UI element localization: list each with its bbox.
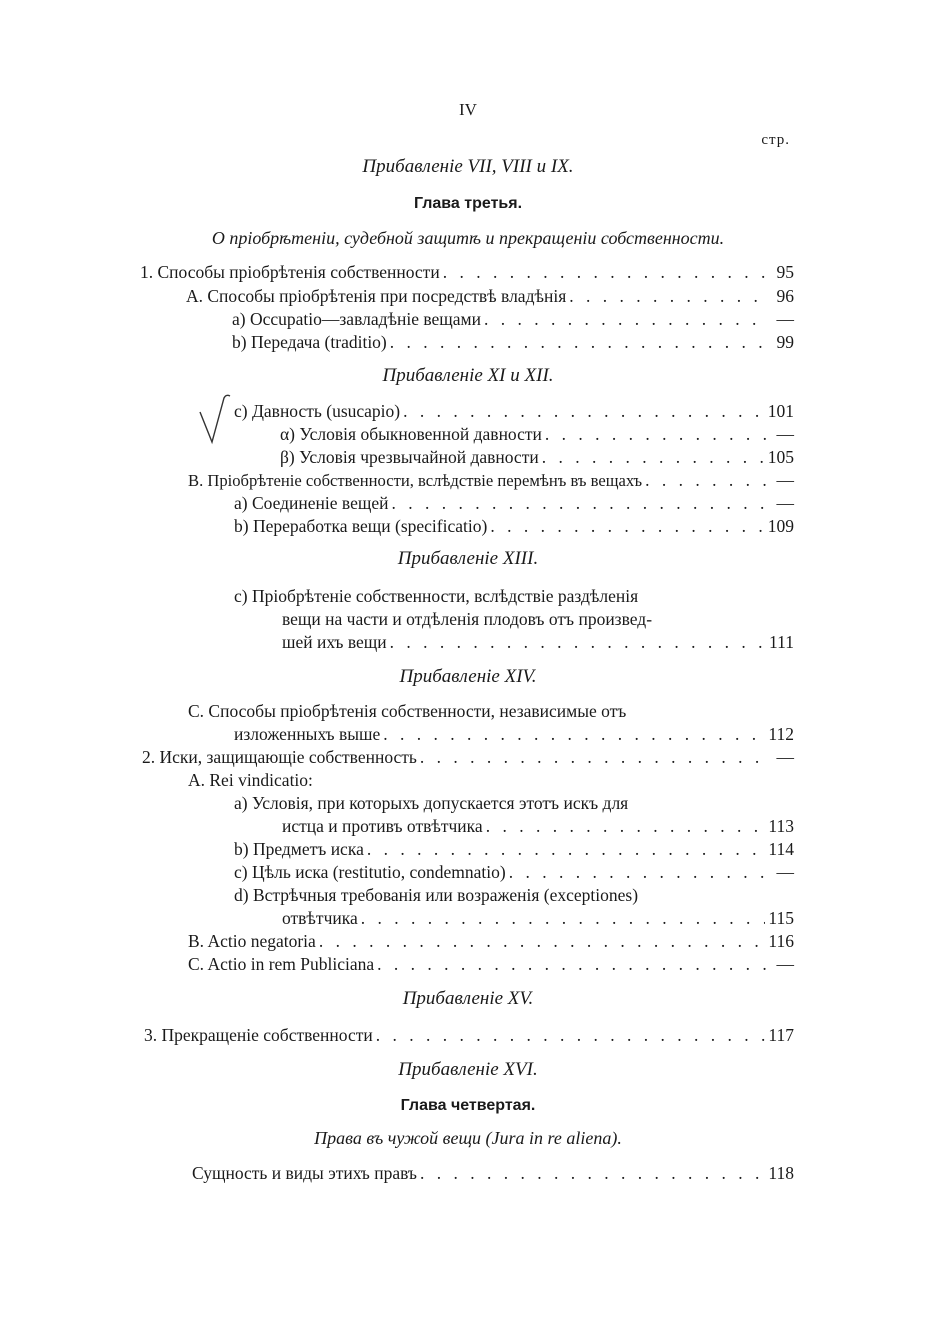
- toc-entry: [186, 286, 794, 307]
- leader-dots: [390, 632, 766, 653]
- toc-entry-text: c) Пріобрѣтеніе собственности, вслѣдствіе раздѣленія: [234, 586, 639, 606]
- toc-entry: [234, 724, 794, 745]
- appendix-heading: Прибавленіе XV.: [402, 988, 534, 1009]
- leader-dots: [645, 470, 767, 491]
- toc-entry-text: B. Пріобрѣтеніе собственности, вслѣдствіе перемѣнъ въ вещахъ: [188, 471, 643, 490]
- toc-entry: [280, 424, 794, 445]
- toc-entry-text: 2. Иски, защищающіе собственность: [142, 747, 417, 767]
- toc-entry-text: a) Условія, при которыхъ допускается этотъ искъ для: [234, 793, 629, 813]
- chapter-heading: Глава третья.: [413, 195, 523, 212]
- leader-dots: [569, 286, 767, 307]
- leader-dots: [486, 816, 766, 837]
- leader-dots: [484, 309, 767, 330]
- toc-page: 99: [776, 332, 794, 352]
- toc-entry: [188, 954, 794, 975]
- toc-entry: [188, 470, 794, 491]
- toc-entry: [188, 931, 794, 952]
- toc-entry-text: A. Rei vindicatio:: [188, 770, 313, 790]
- toc-entry-text: B. Actio negatoria: [188, 931, 316, 951]
- toc-entry: [140, 262, 794, 283]
- leader-dots: [509, 862, 767, 883]
- toc-entry-text: a) Соединеніе вещей: [234, 493, 389, 513]
- toc-page: 116: [768, 931, 794, 951]
- toc-entry-text: α) Условія обыкновенной давности: [280, 424, 542, 444]
- toc-entry-text: a) Occupatio—завладѣніе вещами: [232, 309, 481, 329]
- leader-dots: [367, 839, 766, 860]
- leader-dots: [490, 516, 764, 537]
- appendix-heading: Прибавленіе XIII.: [397, 548, 539, 569]
- toc-entry-text: A. Способы пріобрѣтенія при посредствѣ владѣнія: [186, 286, 567, 306]
- leader-dots: [391, 493, 767, 514]
- toc-entry-text: отвѣтчика: [282, 908, 358, 928]
- toc-entry-text: β) Условія чрезвычайной давности: [280, 447, 539, 467]
- leader-dots: [376, 1025, 766, 1046]
- toc-entry: [282, 816, 794, 837]
- leader-dots: [319, 931, 766, 952]
- toc-entry: [144, 1025, 794, 1046]
- toc-page: 109: [767, 516, 794, 536]
- leader-dots: [377, 954, 767, 975]
- leader-dots: [390, 332, 767, 353]
- leader-dots: [443, 262, 767, 283]
- leader-dots: [361, 908, 766, 929]
- leader-dots: [545, 424, 767, 445]
- toc-entry: [234, 516, 794, 537]
- toc-entry: [234, 401, 794, 422]
- leader-dots: [420, 747, 767, 768]
- toc-page: 114: [768, 839, 794, 859]
- toc-page: 105: [767, 447, 794, 467]
- toc-entry-text: b) Переработка вещи (specificatio): [234, 516, 488, 536]
- toc-page: 117: [768, 1025, 794, 1045]
- toc-page: 111: [769, 632, 794, 652]
- toc-page: 118: [768, 1163, 794, 1183]
- toc-entry-text: 1. Способы пріобрѣтенія собственности: [140, 262, 440, 282]
- chapter-title: О пріобрѣтеніи, судебной защитѣ и прекращеніи собственности.: [211, 228, 725, 248]
- toc-page: —: [776, 747, 794, 767]
- toc-entry: [232, 309, 794, 330]
- toc-entry-text: Сущность и виды этихъ правъ: [192, 1163, 417, 1183]
- toc-page: —: [776, 309, 794, 329]
- chapter-heading: Глава четвертая.: [400, 1097, 536, 1114]
- toc-entry: [282, 908, 794, 929]
- appendix-heading: Прибавленіе XI и XII.: [382, 365, 554, 386]
- toc-entry-text: изложенныхъ выше: [234, 724, 381, 744]
- toc-page: —: [776, 954, 794, 974]
- toc-entry: [192, 1163, 794, 1184]
- toc-page: 96: [776, 286, 794, 306]
- toc-entry: [234, 493, 794, 514]
- chapter-title: Права въ чужой вещи (Jura in re aliena).: [314, 1128, 622, 1148]
- toc-entry-text: c) Давность (usucapio): [234, 401, 401, 421]
- toc-entry-text: d) Встрѣчныя требованія или возраженія (exceptiones): [234, 885, 639, 905]
- checkmark-annotation: [196, 390, 236, 450]
- toc-entry-text: C. Actio in rem Publiciana: [188, 954, 375, 974]
- toc-page: 101: [767, 401, 794, 421]
- appendix-heading: Прибавленіе XIV.: [399, 666, 537, 687]
- toc-entry: [234, 839, 794, 860]
- appendix-heading: Прибавленіе VII, VIII и IX.: [362, 156, 574, 177]
- toc-entry: [142, 747, 794, 768]
- toc-entry: [282, 632, 794, 653]
- toc-entry: [234, 862, 794, 883]
- toc-entry-text: истца и противъ отвѣтчика: [282, 816, 483, 836]
- toc-page: 115: [768, 908, 794, 928]
- toc-page: 95: [776, 262, 794, 282]
- toc-page: —: [776, 493, 794, 513]
- toc-page: 113: [768, 816, 794, 836]
- toc-entry-text: c) Цѣль иска (restitutio, condemnatio): [234, 862, 506, 882]
- toc-page: —: [776, 862, 794, 882]
- toc-entry-text: b) Передача (traditio): [232, 332, 387, 352]
- toc-entry: [280, 447, 794, 468]
- toc-entry-text: C. Способы пріобрѣтенія собственности, независимые отъ: [188, 701, 627, 721]
- page-column-label: стр.: [761, 132, 790, 148]
- toc-entry-text: шей ихъ вещи: [282, 632, 387, 652]
- leader-dots: [383, 724, 765, 745]
- appendix-heading: Прибавленіе XVI.: [398, 1059, 538, 1080]
- toc-entry-text: вещи на части и отдѣленія плодовъ отъ произвед-: [282, 609, 653, 629]
- toc-entry-text: b) Предметъ иска: [234, 839, 364, 859]
- toc-page: —: [776, 470, 794, 490]
- toc-page: —: [776, 424, 794, 444]
- leader-dots: [420, 1163, 765, 1184]
- page-number: IV: [459, 100, 477, 119]
- toc-entry: [232, 332, 794, 353]
- leader-dots: [403, 401, 765, 422]
- toc-entry-text: 3. Прекращеніе собственности: [144, 1025, 373, 1045]
- leader-dots: [542, 447, 765, 468]
- toc-page: 112: [768, 724, 794, 744]
